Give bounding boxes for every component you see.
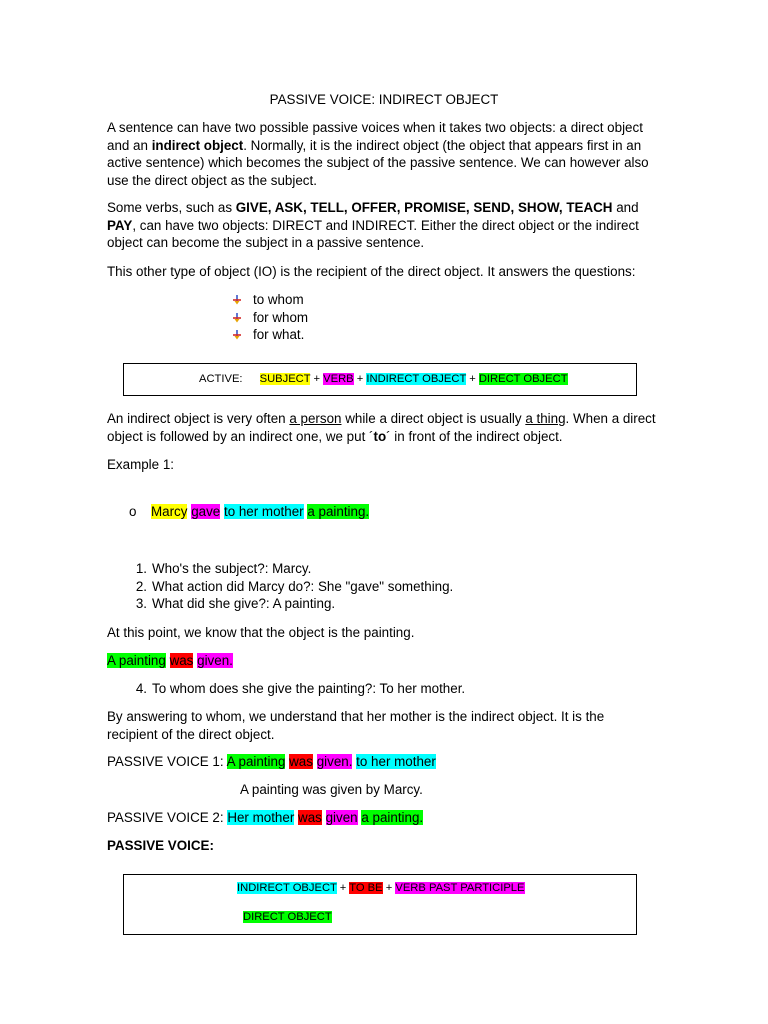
passive-formula-direct: DIRECT OBJECT bbox=[243, 911, 332, 923]
list-item: 1. Who's the subject?: Marcy. bbox=[135, 561, 312, 576]
example-sentence: o Marcy gave to her mother a painting. bbox=[129, 504, 370, 519]
active-formula-box bbox=[123, 363, 637, 396]
object-note: At this point, we know that the object is the painting. bbox=[107, 625, 415, 640]
list-item: 3. What did she give?: A painting. bbox=[135, 596, 336, 612]
passive-voice-1: PASSIVE VOICE 1: A painting was given. to her mother bbox=[107, 754, 436, 769]
person-thing-paragraph: An indirect object is very often a person while a direct object is usually a thing. When a direct object is followed by an indirect one, we put ´to´ in front of the indirect object. bbox=[107, 411, 656, 444]
partial-passive: A painting was given. bbox=[107, 653, 233, 668]
list-item: 2. What action did Marcy do?: She "gave" something. bbox=[135, 578, 454, 594]
steps-list bbox=[124, 560, 453, 613]
list-item: for what. bbox=[232, 326, 308, 344]
verbs-paragraph: Some verbs, such as GIVE, ASK, TELL, OFFER, PROMISE, SEND, SHOW, TEACH and PAY, can have two objects: DIRECT and INDIRECT. Either the direct object or the indirect object can become the subject in a passive sentence. bbox=[107, 200, 639, 251]
hollow-circle-bullet: o bbox=[129, 504, 137, 519]
recipient-paragraph: This other type of object (IO) is the recipient of the direct object. It answers the questions: bbox=[107, 264, 636, 279]
active-formula: ACTIVE: SUBJECT + VERB + INDIRECT OBJECT + DIRECT OBJECT bbox=[199, 373, 568, 385]
passive-voice-1-alt: A painting was given by Marcy. bbox=[240, 782, 423, 797]
passive-formula: INDIRECT OBJECT + TO BE + VERB PAST PARTICIPLE bbox=[237, 882, 525, 894]
list-item: for whom bbox=[232, 309, 308, 327]
example-label: Example 1: bbox=[107, 457, 174, 472]
multicolor-arrow-bullet-icon bbox=[232, 292, 242, 302]
list-item: to whom bbox=[232, 291, 308, 309]
questions-list bbox=[232, 291, 308, 344]
multicolor-arrow-bullet-icon bbox=[232, 327, 242, 337]
passive-voice-heading: PASSIVE VOICE: bbox=[107, 838, 214, 853]
recipient-explanation: By answering to whom, we understand that her mother is the indirect object. It is the recipient of the direct object. bbox=[107, 709, 605, 742]
step-4 bbox=[124, 680, 465, 698]
page-title: PASSIVE VOICE: INDIRECT OBJECT bbox=[269, 92, 499, 107]
intro-paragraph: A sentence can have two possible passive voices when it takes two objects: a direct object and an indirect object. Normally, it is the indirect object (the object that appears first in an active sentence) which becomes the subject of the passive sentence. We can however also use the direct object as the subject. bbox=[107, 120, 649, 188]
passive-voice-2: PASSIVE VOICE 2: Her mother was given a painting. bbox=[107, 810, 424, 825]
passive-formula-box bbox=[123, 874, 637, 935]
list-item: 4. To whom does she give the painting?: To her mother. bbox=[135, 681, 466, 696]
multicolor-arrow-bullet-icon bbox=[232, 310, 242, 320]
